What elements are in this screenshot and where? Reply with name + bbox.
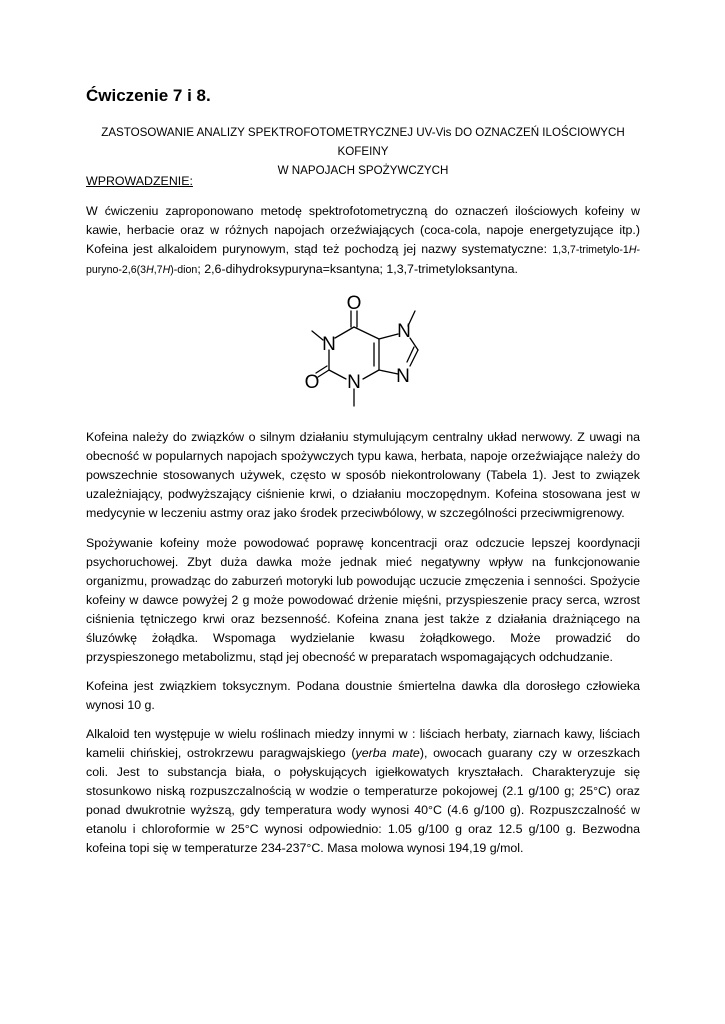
paragraph-toxicity: Kofeina jest związkiem toksycznym. Podana doustnie śmiertelna dawka dla dorosłego człowieka wynosi 10 g. bbox=[86, 679, 640, 712]
section-introduction-label: WPROWADZENIE: bbox=[86, 174, 193, 188]
paragraph-intro bbox=[86, 202, 640, 280]
caffeine-structure-diagram bbox=[290, 290, 450, 415]
nitrogen-label-n3: N bbox=[347, 372, 361, 393]
subtitle-line-1: ZASTOSOWANIE ANALIZY SPEKTROFOTOMETRYCZNEJ UV-Vis DO OZNACZEŃ ILOŚCIOWYCH KOFEINY bbox=[101, 126, 625, 158]
paragraph-effects: Kofeina należy do związków o silnym działaniu stymulującym centralny układ nerwowy. Z uwagi na obecność w popularnych napojach spożywczych typu kawa, herbata, napoje orzeźwiające należy do powszechnie stosowanych używek, często w sposób niekontrolowany (Tabela 1). Jest to związek uzależniający, podwyższający ciśnienie krwi, o działaniu moczopędnym. Kofeina stosowana jest w medycynie w leczeniu astmy oraz jako środek przeciwbólowy, w szczególności przeciwmigrenowy. bbox=[86, 430, 640, 520]
document-subtitle bbox=[86, 123, 640, 180]
nitrogen-label-n9: N bbox=[396, 366, 410, 387]
yerba-mate-term: yerba mate bbox=[355, 746, 420, 760]
paragraph-occurrence: Alkaloid ten występuje w wielu roślinach miedzy innymi w : liściach herbaty, ziarnach kawy, liściach kamelii chińskiej, ostrokrzewu paragwajskiego (yerba mate), owocach guarany czy w orzeszkach coli. Jest to substancja biała, o połyskujących igiełkowatych kryształach. Charakteryzuje się stosunkowo niską rozpuszczalnością w wodzie o temperaturze pokojowej (2.1 g/100 g; 25°C) oraz ponad dwukrotnie wyższą, gdy temperatura wody wynosi 40°C (4.6 g/100 g). Rozpuszczalność w etanolu i chloroformie w 25°C wynosi odpowiednio: 1.05 g/100 g oraz 12.5 g/100 g. Bezwodna kofeina topi się w temperaturze 234-237°C. Masa molowa wynosi 194,19 g/mol. bbox=[86, 727, 641, 855]
intro-tail: ; 2,6-dihydroksypuryna=ksantyna; 1,3,7-trimetyloksantyna. bbox=[197, 262, 518, 276]
oxygen-label-top: O bbox=[346, 293, 362, 314]
oxygen-label-left: O bbox=[304, 372, 320, 393]
subtitle-line-2: W NAPOJACH SPOŻYWCZYCH bbox=[277, 164, 449, 177]
iupac-name: 1,3,7-trimetylo-1H-puryno-2,6(3H,7H)-dion bbox=[86, 244, 640, 276]
paragraph-consumption: Spożywanie kofeiny może powodować poprawę koncentracji oraz odczucie lepszej koordynacji psychoruchowej. Zbyt duża dawka może jednak mieć negatywny wpływ na funkcjonowanie organizmu, prowadząc do zaburzeń motoryki lub powodując uczucie zmęczenia i senności. Spożycie kofeiny w dawce powyżej 2 g może powodować drżenie mięśni, przyspieszenie pracy serca, wzrost ciśnienia tętniczego krwi oraz bezsenność. Kofeina znana jest także z działania drażniącego na śluzówkę żołądka. Wspomaga wydzielanie kwasu żołądkowego. Może prowadzić do przyspieszonego metabolizmu, stąd jej obecność w preparatach wspomagających odchudzanie. bbox=[86, 536, 640, 664]
intro-text: W ćwiczeniu zaproponowano metodę spektrofotometryczną do oznaczeń ilościowych kofeiny w kawie, herbacie oraz w różnych napojach orzeźwiających (coca-cola, napoje energetyzujące itp.) Kofeina jest alkaloidem purynowym, stąd też pochodzą jej nazwy systematyczne: bbox=[86, 204, 640, 256]
nitrogen-label-n1: N bbox=[322, 334, 336, 355]
nitrogen-label-n7: N bbox=[397, 321, 411, 342]
exercise-heading: Ćwiczenie 7 i 8. bbox=[86, 86, 211, 105]
